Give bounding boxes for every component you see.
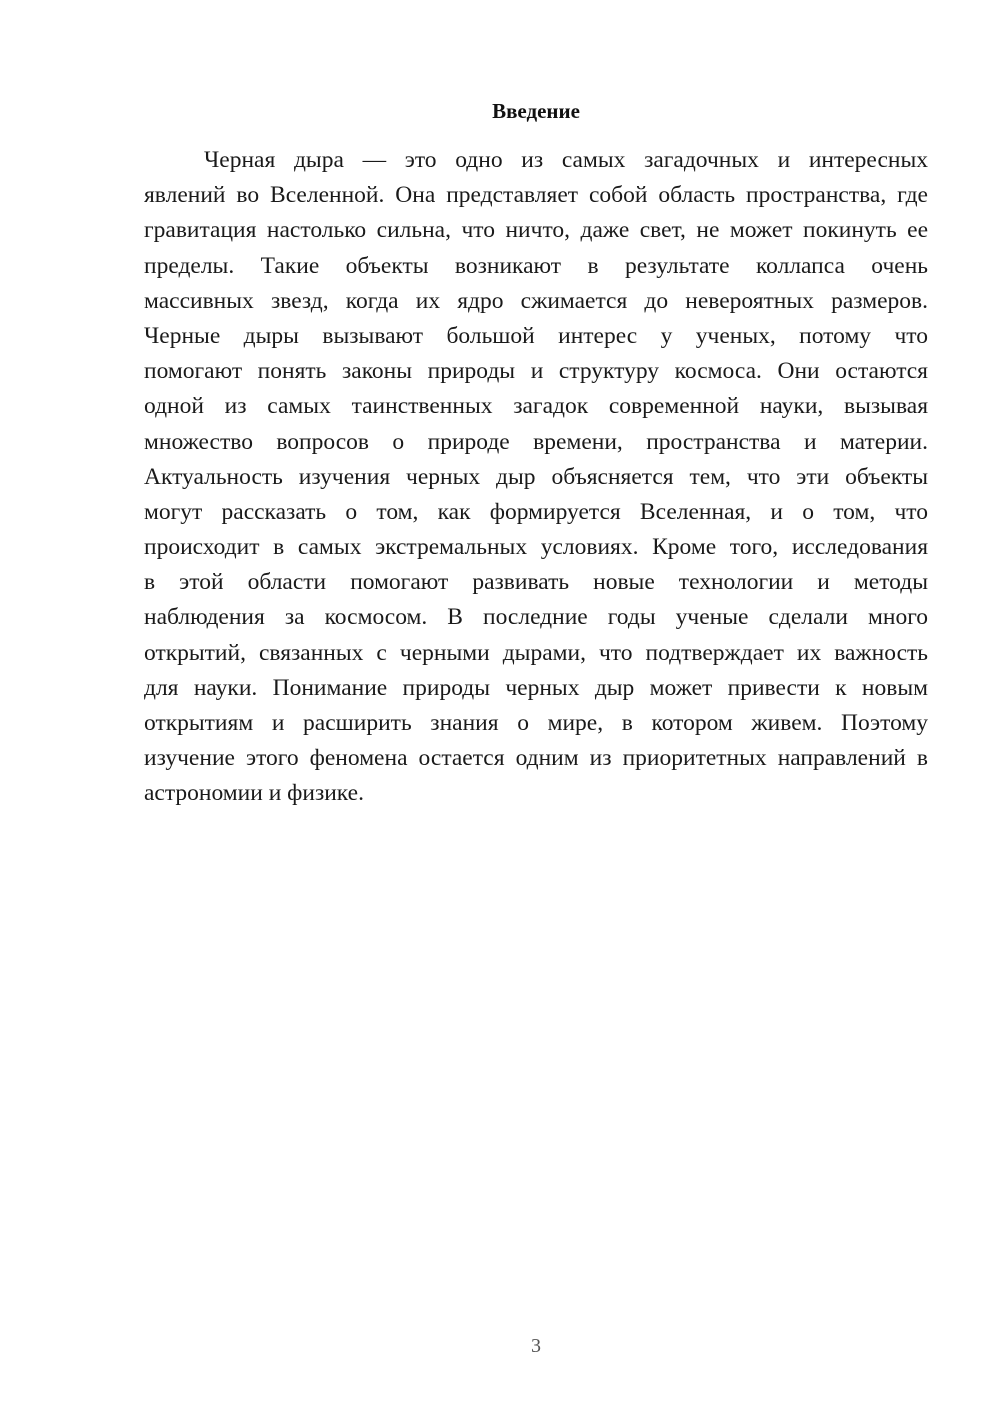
paragraph-line: для науки. Понимание природы черных дыр может привести к новым [144,674,928,701]
paragraph-line: одной из самых таинственных загадок современной науки, вызывая [144,393,928,420]
paragraph-line: пределы. Такие объекты возникают в результате коллапса очень [144,252,928,279]
paragraph-line: Актуальность изучения черных дыр объясняется тем, что эти объекты [144,463,928,490]
paragraph-line: астрономии и физике. [144,780,364,807]
paragraph-line: множество вопросов о природе времени, пространства и материи. [144,428,928,455]
paragraph-line: помогают понять законы природы и структуру космоса. Они остаются [144,358,928,385]
paragraph-line: Черная дыра — это одно из самых загадочных и интересных [204,147,928,173]
paragraph-line: массивных звезд, когда их ядро сжимается до невероятных размеров. [144,287,928,314]
paragraph-line: гравитация настолько сильна, что ничто, даже свет, не может покинуть ее [144,217,928,244]
paragraph-line: открытий, связанных с черными дырами, что подтверждает их важность [144,639,928,666]
paragraph-line: наблюдения за космосом. В последние годы ученые сделали много [144,604,928,631]
page-title: Введение [492,99,580,123]
paragraph-line: Черные дыры вызывают большой интерес у ученых, потому что [144,322,928,349]
body-paragraph [144,143,928,812]
paragraph-line: в этой области помогают развивать новые технологии и методы [144,569,928,596]
page-number: 3 [531,1335,541,1357]
paragraph-line: явлений во Вселенной. Она представляет собой область пространства, где [144,182,928,209]
paragraph-line: происходит в самых экстремальных условиях. Кроме того, исследования [144,534,928,561]
paragraph-line: изучение этого феномена остается одним из приоритетных направлений в [144,745,928,772]
paragraph-line: могут рассказать о том, как формируется Вселенная, и о том, что [144,498,928,525]
paragraph-line: открытиям и расширить знания о мире, в котором живем. Поэтому [144,710,928,736]
